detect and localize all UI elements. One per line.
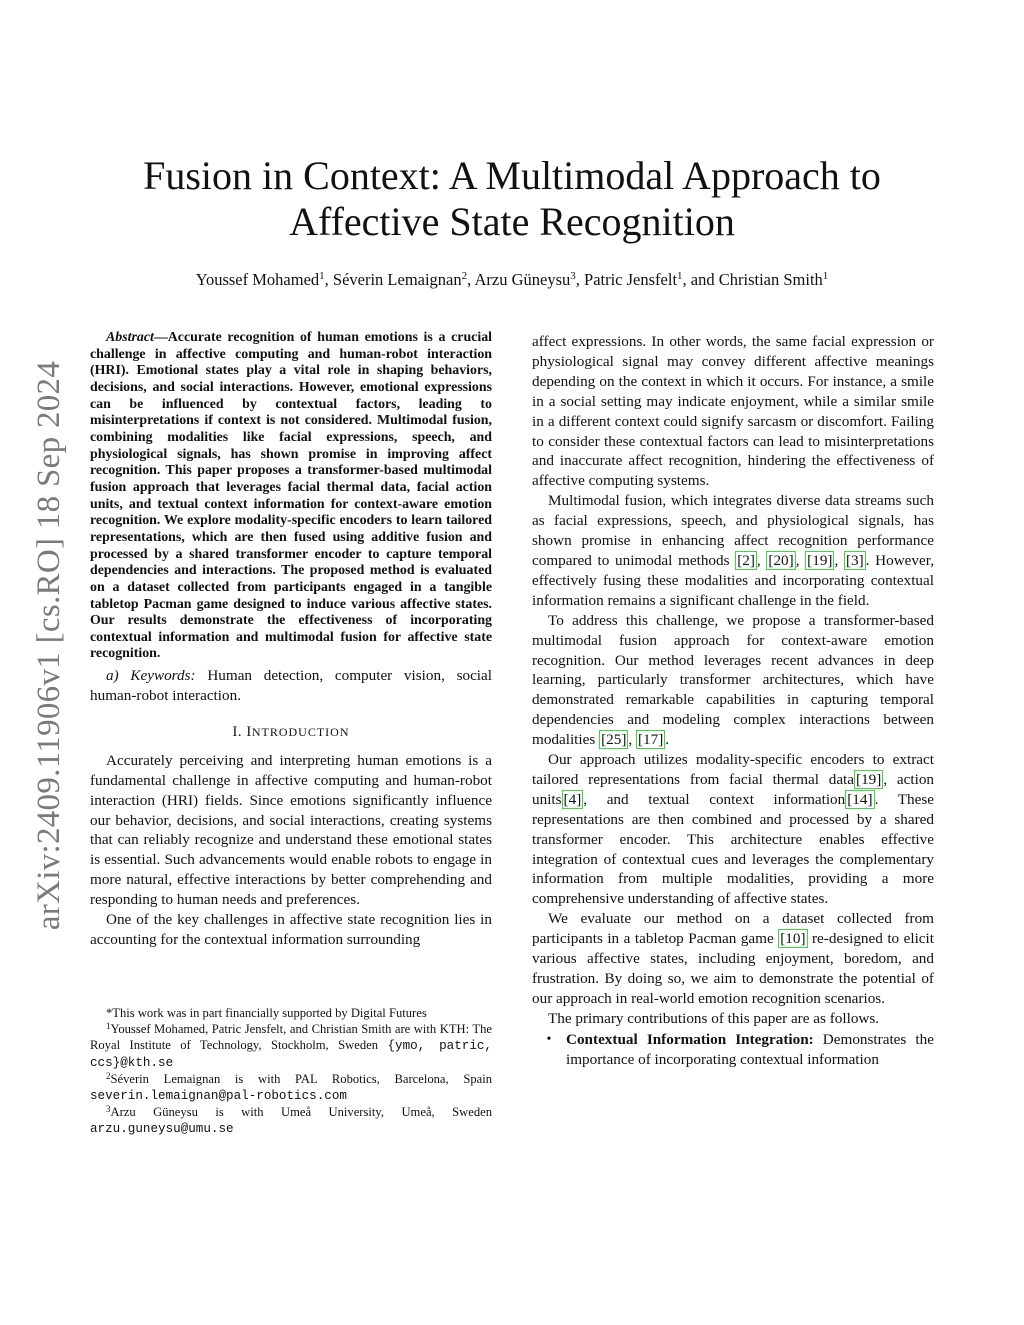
citation-link[interactable]: [10]: [780, 930, 806, 948]
footnotes: [90, 1005, 492, 1137]
p4-sep-2: , and textual context information: [583, 790, 846, 808]
p3-text-b: .: [665, 731, 670, 749]
author-3: Arzu Güneysu: [474, 270, 571, 289]
p2-sep-1: ,: [756, 551, 767, 569]
right-paragraph-5: [532, 909, 934, 1009]
author-1-affiliation: 1: [319, 270, 325, 282]
citation-link[interactable]: [19]: [856, 770, 882, 788]
p5-text-b: re-designed to elicit various affective states, including enjoyment, boredom, and frustration. By doing so, we aim to demonstrate the potential of our approach in real-world emotion recognition scenarios.: [532, 930, 934, 1007]
bullet-text: Demonstrates the importance of incorporating contextual information: [566, 1030, 934, 1068]
title-line-1: Fusion in Context: A Multimodal Approach to: [143, 153, 881, 198]
left-column: [90, 330, 492, 950]
author-separator: , and: [682, 270, 719, 289]
author-5-affiliation: 1: [822, 270, 829, 282]
intro-paragraph-1: Accurately perceiving and interpreting human emotions is a fundamental challenge in affective computing and human-robot interaction (HRI) fields. Since emotions significantly influence our behavior, decisions, and social interactions, creating systems that can reliably recognize and understand these emotional states is essential. Such advancements would enable robots to engage in more natural, effective interactions by better comprehending and responding to human needs and preferences.: [90, 751, 492, 909]
p2-sep-3: ,: [834, 551, 844, 569]
p3-sep-1: ,: [628, 731, 636, 749]
section-heading-introduction: [90, 723, 492, 743]
right-paragraph-4: [532, 750, 934, 909]
author-4: Patric Jensfelt: [584, 270, 678, 289]
author-separator: ,: [324, 270, 333, 289]
footnote-1-mark: 1: [106, 1021, 111, 1031]
citation-link[interactable]: [14]: [847, 790, 873, 808]
author-1: Youssef Mohamed: [195, 270, 320, 289]
abstract-text: Accurate recognition of human emotions is a crucial challenge in affective computing and human-robot interaction (HRI). Emotional states play a vital role in shaping behaviors, decisions, and social interactions. However, emotional expressions can be influenced by contextual factors, leading to misinterpretations if context is not considered. Multimodal fusion, combining modalities like facial expressions, speech, and physiological signals, has shown promise in improving affect recognition. This paper proposes a transformer-based multimodal fusion approach that leverages facial thermal data, facial action units, and textual context information for context-aware emotion recognition. We explore modality-specific encoders to learn tailored representations, which are then fused using additive fusion and processed by a shared transformer encoder to capture temporal dependencies and interactions. The proposed method is evaluated on a dataset collected from participants engaged in a tangible tabletop Pacman game designed to induce various affective states. Our results demonstrate the effectiveness of incorporating contextual information and multimodal fusion for affective state recognition.: [90, 330, 492, 662]
footnote-2-email: severin.lemaignan@pal-robotics.com: [90, 1089, 347, 1103]
footnote-affiliation-3: [90, 1104, 492, 1137]
citation-link[interactable]: [20]: [768, 551, 794, 569]
arxiv-id-text: arXiv:2409.11906v1 [cs.RO] 18 Sep 2024: [31, 360, 68, 930]
p2-text-a: Multimodal fusion, which integrates diverse data streams such as facial expressions, speech, and physiological signals, has shown promise in enhancing affect recognition performance compared to unimodal methods: [532, 492, 934, 569]
section-numeral: I.: [232, 723, 247, 740]
footnote-3-text: Arzu Güneysu is with Umeå University, Umeå, Sweden: [110, 1105, 492, 1119]
p4-text-b: . These representations are then combined and processed by a shared transformer encoder. This architecture enables effective integration of contextual cues and leverages the complementary information from multiple modalities, providing a more comprehensive understanding of affective states.: [532, 790, 934, 908]
citation-link[interactable]: [3]: [845, 551, 864, 569]
intro-paragraph-2: One of the key challenges in affective state recognition lies in accounting for the contextual information surrounding: [90, 911, 492, 948]
abstract-dash: —: [153, 330, 168, 345]
citation-link[interactable]: [19]: [807, 551, 833, 569]
author-separator: ,: [575, 270, 585, 289]
bullet-content: [566, 1030, 934, 1070]
footnote-3-mark: 3: [106, 1104, 111, 1114]
author-2-affiliation: 2: [461, 270, 468, 282]
abstract: [90, 330, 492, 663]
author-list: [0, 269, 1024, 291]
author-4-affiliation: 1: [677, 270, 683, 282]
p4-sep-1: , action units: [532, 770, 935, 808]
arxiv-margin-id: [30, 350, 70, 940]
right-paragraph-6: The primary contributions of this paper are as follows.: [548, 1009, 880, 1027]
author-separator: ,: [467, 270, 475, 289]
keywords-label: a) Keywords:: [106, 667, 196, 685]
paper-title: [0, 153, 1024, 245]
citation-link[interactable]: [25]: [601, 731, 627, 749]
p4-text-a: Our approach utilizes modality-specific encoders to extract tailored representations from facial thermal data: [532, 751, 934, 788]
citation-link[interactable]: [17]: [637, 731, 664, 749]
footnote-affiliation-1: [90, 1021, 492, 1071]
contribution-bullet-1: [532, 1030, 934, 1070]
p3-text-a: To address this challenge, we propose a transformer-based multimodal fusion approach for context-aware emotion recognition. Our method leverages recent advances in deep learning, particularly transformer architectures, which have demonstrated remarkable capabilities in capturing temporal dependencies and modeling complex interactions between modalities: [532, 611, 934, 749]
footnote-2-text: Séverin Lemaignan is with PAL Robotics, Barcelona, Spain: [110, 1072, 492, 1086]
keywords-text: Human detection, computer vision, social human-robot interaction.: [90, 667, 492, 705]
p2-text-b: . However, effectively fusing these modalities and incorporating contextual information remains a significant challenge in the field.: [532, 551, 934, 609]
abstract-label: Abstract: [106, 330, 154, 345]
bullet-label: Contextual Information Integration:: [566, 1030, 814, 1048]
footnote-1-text: Youssef Mohamed, Patric Jensfelt, and Christian Smith are with KTH: The Royal Institute of Technology, Stockholm, Sweden: [90, 1022, 492, 1052]
author-5: Christian Smith: [718, 270, 823, 289]
footnote-affiliation-2: [90, 1071, 492, 1104]
p5-text-a: We evaluate our method on a dataset collected from participants in a tabletop Pacman game: [532, 910, 934, 948]
footnote-2-mark: 2: [106, 1071, 111, 1081]
keywords: [90, 666, 492, 706]
right-paragraph-3: [532, 611, 934, 750]
footnote-1-email: {ymo, patric, ccs}@kth.se: [90, 1039, 492, 1070]
section-first-letter: I: [246, 723, 252, 740]
bullet-icon: •: [546, 1031, 552, 1047]
section-title-rest: NTRODUCTION: [251, 724, 350, 739]
author-3-affiliation: 3: [570, 270, 576, 282]
right-column: [532, 332, 934, 1070]
citation-link[interactable]: [4]: [563, 790, 582, 808]
footnote-3-email: arzu.guneysu@umu.se: [90, 1122, 234, 1136]
right-paragraph-2: [532, 491, 934, 610]
footnote-funding: *This work was in part financially supported by Digital Futures: [106, 1006, 427, 1020]
author-2: Séverin Lemaignan: [332, 270, 462, 289]
title-line-2: Affective State Recognition: [289, 199, 735, 244]
p2-sep-2: ,: [795, 551, 806, 569]
right-paragraph-1: affect expressions. In other words, the same facial expression or physiological signal may convey different affective meanings depending on the context in which it occurs. For instance, a smile in a social setting may indicate enjoyment, while a similar smile in a different context could signify sarcasm or discomfort. Failing to consider these contextual factors can lead to misinterpretations and inaccurate affect recognition, hindering the effectiveness of affective computing systems.: [532, 333, 934, 490]
citation-link[interactable]: [2]: [737, 551, 755, 569]
